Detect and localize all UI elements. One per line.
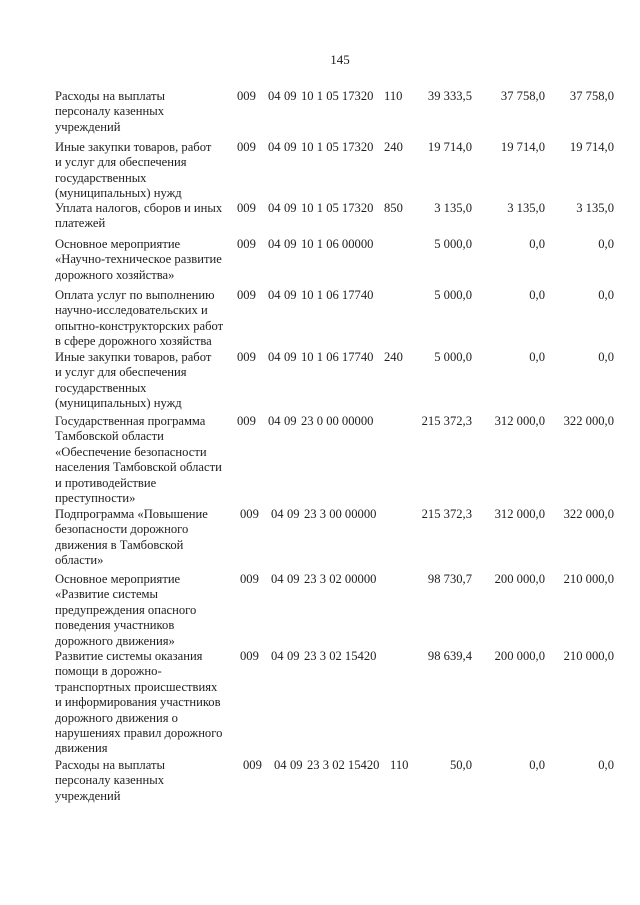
amount-year-2: 200 000,0 [494, 649, 545, 663]
description-line: безопасности дорожного [55, 522, 189, 537]
description-line: в сфере дорожного хозяйства [55, 334, 212, 349]
code-csr: 10 1 06 00000 [301, 237, 374, 251]
code-rz: 04 [268, 89, 281, 103]
row-description [55, 758, 241, 804]
description-line: Расходы на выплаты [55, 758, 165, 772]
description-line: опытно-конструкторских работ [55, 318, 224, 333]
description-line: государственных [55, 380, 147, 395]
description-line: учреждений [55, 788, 121, 803]
description-line: движения [55, 741, 108, 756]
amount-year-1: 19 714,0 [427, 140, 472, 154]
code-rz: 04 [274, 758, 287, 772]
description-line: персоналу казенных [55, 773, 165, 788]
code-csr: 10 1 06 17740 [301, 350, 374, 364]
amount-year-2: 312 000,0 [494, 414, 545, 428]
description-line: помощи в дорожно- [55, 664, 162, 679]
amount-year-2: 0,0 [529, 758, 545, 772]
amount-year-3: 0,0 [598, 350, 614, 364]
description-line: Оплата услуг по выполнению [55, 288, 215, 302]
description-line: Расходы на выплаты [55, 89, 165, 103]
code-grbs: 009 [243, 758, 262, 772]
description-line: преступности» [55, 491, 136, 506]
code-grbs: 009 [237, 350, 256, 364]
description-line: и информирования участников [55, 695, 221, 710]
row-description [55, 572, 241, 649]
code-pr: 09 [290, 758, 303, 772]
amount-year-1: 215 372,3 [421, 414, 472, 428]
description-line: Тамбовской области [55, 429, 164, 444]
amount-year-1: 50,0 [449, 758, 472, 772]
code-pr: 09 [284, 201, 297, 215]
amount-year-1: 98 639,4 [427, 649, 472, 663]
description-line: Основное мероприятие [55, 572, 181, 586]
row-description [55, 649, 241, 757]
description-line: Государственная программа [55, 414, 206, 428]
amount-year-3: 3 135,0 [576, 201, 614, 215]
code-csr: 23 3 02 15420 [307, 758, 380, 772]
description-line: и услуг для обеспечения [55, 155, 187, 170]
code-rz: 04 [271, 507, 284, 521]
code-pr: 09 [284, 140, 297, 154]
row-description [55, 414, 241, 506]
code-csr: 10 1 06 17740 [301, 288, 374, 302]
description-line: платежей [55, 216, 106, 231]
row-description [55, 140, 241, 202]
description-line: персоналу казенных [55, 104, 165, 119]
amount-year-3: 0,0 [598, 237, 614, 251]
amount-year-3: 322 000,0 [563, 507, 614, 521]
code-csr: 23 3 02 15420 [304, 649, 377, 663]
code-pr: 09 [287, 507, 300, 521]
amount-year-2: 200 000,0 [494, 572, 545, 586]
code-grbs: 009 [237, 414, 256, 428]
amount-year-1: 98 730,7 [427, 572, 472, 586]
amount-year-1: 3 135,0 [434, 201, 472, 215]
code-rz: 04 [268, 140, 281, 154]
description-line: дорожного движения» [55, 633, 175, 648]
description-line: Основное мероприятие [55, 237, 181, 251]
description-line: движения в Тамбовской [55, 537, 184, 552]
code-vr: 240 [384, 350, 403, 364]
description-line: «Обеспечение безопасности [55, 444, 207, 459]
code-csr: 23 3 00 00000 [304, 507, 377, 521]
description-line: (муниципальных) нужд [55, 186, 182, 201]
code-csr: 23 0 00 00000 [301, 414, 374, 428]
amount-year-2: 0,0 [529, 288, 545, 302]
amount-year-3: 37 758,0 [569, 89, 614, 103]
description-line: дорожного движения о [55, 710, 178, 725]
page-number: 145 [330, 52, 350, 67]
amount-year-3: 19 714,0 [569, 140, 614, 154]
code-rz: 04 [268, 414, 281, 428]
code-csr: 10 1 05 17320 [301, 140, 374, 154]
description-line: области» [55, 553, 104, 568]
description-line: «Научно-техническое развитие [55, 252, 222, 267]
amount-year-2: 0,0 [529, 237, 545, 251]
code-rz: 04 [271, 572, 284, 586]
description-line: и услуг для обеспечения [55, 365, 187, 380]
description-line: Развитие системы оказания [55, 649, 203, 663]
code-vr: 850 [384, 201, 403, 215]
description-line: «Развитие системы [55, 587, 158, 602]
code-pr: 09 [284, 89, 297, 103]
code-vr: 110 [390, 758, 409, 772]
code-pr: 09 [284, 414, 297, 428]
code-rz: 04 [268, 201, 281, 215]
amount-year-3: 210 000,0 [563, 649, 614, 663]
code-grbs: 009 [237, 201, 256, 215]
code-rz: 04 [268, 288, 281, 302]
amount-year-2: 19 714,0 [500, 140, 545, 154]
description-line: Иные закупки товаров, работ [55, 140, 212, 154]
description-line: поведения участников [55, 618, 175, 633]
amount-year-3: 0,0 [598, 288, 614, 302]
description-line: дорожного хозяйства» [55, 267, 175, 282]
code-rz: 04 [268, 350, 281, 364]
row-description [55, 507, 241, 569]
code-grbs: 009 [237, 288, 256, 302]
code-csr: 10 1 05 17320 [301, 89, 374, 103]
amount-year-1: 39 333,5 [427, 89, 472, 103]
amount-year-2: 312 000,0 [494, 507, 545, 521]
amount-year-1: 5 000,0 [434, 350, 472, 364]
description-line: (муниципальных) нужд [55, 396, 182, 411]
amount-year-3: 0,0 [598, 758, 614, 772]
description-line: Иные закупки товаров, работ [55, 350, 212, 364]
description-line: учреждений [55, 119, 121, 134]
description-line: населения Тамбовской области [55, 460, 222, 475]
description-line: Уплата налогов, сборов и иных [55, 201, 223, 215]
row-description [55, 288, 241, 350]
code-grbs: 009 [237, 140, 256, 154]
code-rz: 04 [268, 237, 281, 251]
amount-year-1: 5 000,0 [434, 237, 472, 251]
code-pr: 09 [284, 237, 297, 251]
row-description [55, 237, 241, 283]
description-line: нарушениях правил дорожного [55, 726, 223, 741]
description-line: транспортных происшествиях [55, 679, 218, 694]
amount-year-2: 37 758,0 [500, 89, 545, 103]
row-description [55, 350, 241, 412]
amount-year-1: 215 372,3 [421, 507, 472, 521]
code-grbs: 009 [237, 237, 256, 251]
amount-year-3: 322 000,0 [563, 414, 614, 428]
description-line: Подпрограмма «Повышение [55, 507, 208, 521]
code-pr: 09 [287, 649, 300, 663]
code-vr: 240 [384, 140, 403, 154]
code-grbs: 009 [240, 649, 259, 663]
code-pr: 09 [284, 350, 297, 364]
amount-year-2: 0,0 [529, 350, 545, 364]
description-line: и противодействие [55, 475, 157, 490]
code-csr: 23 3 02 00000 [304, 572, 377, 586]
code-grbs: 009 [240, 572, 259, 586]
amount-year-2: 3 135,0 [507, 201, 545, 215]
code-rz: 04 [271, 649, 284, 663]
code-csr: 10 1 05 17320 [301, 201, 374, 215]
description-line: научно-исследовательских и [55, 303, 208, 318]
row-description [55, 89, 241, 135]
code-pr: 09 [284, 288, 297, 302]
description-line: государственных [55, 170, 147, 185]
row-description [55, 201, 241, 232]
code-pr: 09 [287, 572, 300, 586]
code-vr: 110 [384, 89, 403, 103]
code-grbs: 009 [240, 507, 259, 521]
amount-year-1: 5 000,0 [434, 288, 472, 302]
description-line: предупреждения опасного [55, 602, 197, 617]
code-grbs: 009 [237, 89, 256, 103]
amount-year-3: 210 000,0 [563, 572, 614, 586]
